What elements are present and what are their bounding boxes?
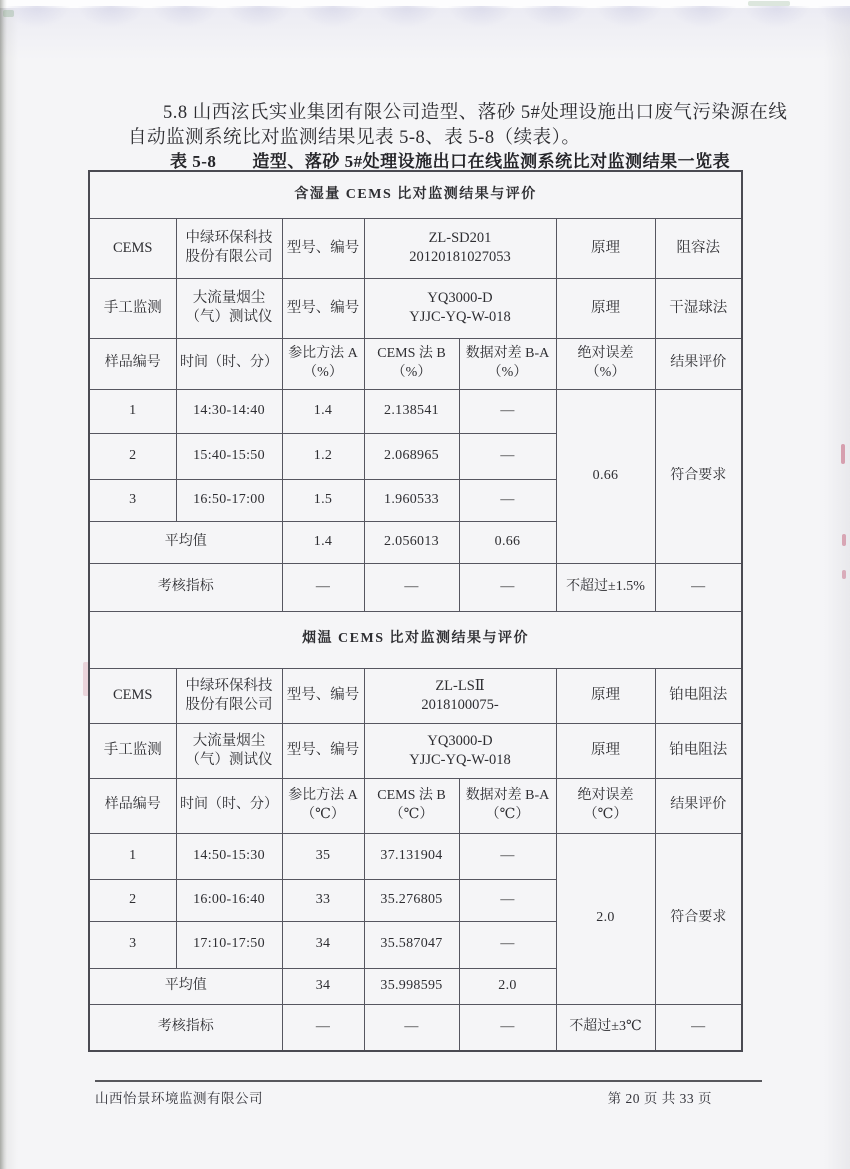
cell-manufacturer: 大流量烟尘 （气）测试仪 <box>176 723 282 778</box>
cell-criteria-ref: — <box>282 1004 364 1051</box>
col-header-abs-error: 绝对误差 （%） <box>556 338 655 389</box>
cell-ref-value: 35 <box>282 833 364 879</box>
cell-time: 14:30-14:40 <box>176 389 282 433</box>
cell-principle-value: 干湿球法 <box>655 278 742 338</box>
cell-average-cems: 2.056013 <box>364 521 459 563</box>
section-title-row <box>89 611 742 668</box>
col-header-sample-no: 样品编号 <box>89 338 176 389</box>
cell-model-value: YQ3000-D YJJC-YQ-W-018 <box>364 723 556 778</box>
column-header-row <box>89 338 742 389</box>
page-footer <box>95 1087 712 1107</box>
section-title-row <box>89 171 742 218</box>
col-header-diff: 数据对差 B-A （℃） <box>459 778 556 833</box>
cell-device-type: CEMS <box>89 668 176 723</box>
table-caption-number: 表 5-8 <box>170 152 217 171</box>
cell-principle-label: 原理 <box>556 278 655 338</box>
edge-mark-pink <box>842 534 846 546</box>
cell-sample-no: 2 <box>89 433 176 479</box>
cell-criteria-cems: — <box>364 563 459 611</box>
cell-principle-label: 原理 <box>556 723 655 778</box>
device-row-cems <box>89 218 742 278</box>
device-row-manual <box>89 723 742 778</box>
cell-criteria-result: — <box>655 563 742 611</box>
cell-time: 16:50-17:00 <box>176 479 282 521</box>
scan-edge-left <box>0 0 7 1169</box>
cell-time: 16:00-16:40 <box>176 879 282 921</box>
cell-time: 15:40-15:50 <box>176 433 282 479</box>
cell-principle-value: 铂电阻法 <box>655 668 742 723</box>
col-header-ref-method: 参比方法 A （%） <box>282 338 364 389</box>
cell-manufacturer: 中绿环保科技 股份有限公司 <box>176 668 282 723</box>
cell-average-diff: 2.0 <box>459 968 556 1004</box>
col-header-result: 结果评价 <box>655 338 742 389</box>
cell-model-label: 型号、编号 <box>282 668 364 723</box>
cell-time: 17:10-17:50 <box>176 921 282 968</box>
col-header-time: 时间（时、分） <box>176 338 282 389</box>
cell-criteria-result: — <box>655 1004 742 1051</box>
cell-average-label: 平均值 <box>89 521 282 563</box>
scan-scallop-artifact <box>0 6 850 52</box>
edge-mark-green <box>3 10 14 17</box>
cell-sample-no: 3 <box>89 479 176 521</box>
cell-result-merged: 符合要求 <box>655 833 742 1004</box>
cell-device-type: CEMS <box>89 218 176 278</box>
col-header-diff: 数据对差 B-A （%） <box>459 338 556 389</box>
cell-sample-no: 1 <box>89 833 176 879</box>
cell-criteria-abs: 不超过±3℃ <box>556 1004 655 1051</box>
cell-criteria-abs: 不超过±1.5% <box>556 563 655 611</box>
cell-manufacturer: 大流量烟尘 （气）测试仪 <box>176 278 282 338</box>
cell-ref-value: 34 <box>282 921 364 968</box>
device-row-manual <box>89 278 742 338</box>
col-header-result: 结果评价 <box>655 778 742 833</box>
comparison-table-wrapper <box>88 170 743 1052</box>
col-header-abs-error: 绝对误差 （℃） <box>556 778 655 833</box>
cell-sample-no: 1 <box>89 389 176 433</box>
cell-diff-value: — <box>459 433 556 479</box>
cell-cems-value: 35.587047 <box>364 921 459 968</box>
data-row <box>89 389 742 433</box>
col-header-cems: CEMS 法 B （℃） <box>364 778 459 833</box>
cell-manufacturer: 中绿环保科技 股份有限公司 <box>176 218 282 278</box>
cell-device-type: 手工监测 <box>89 723 176 778</box>
cell-criteria-diff: — <box>459 563 556 611</box>
edge-mark-pink <box>841 444 845 464</box>
cell-abs-error-merged: 0.66 <box>556 389 655 563</box>
cell-principle-label: 原理 <box>556 668 655 723</box>
cell-model-value: YQ3000-D YJJC-YQ-W-018 <box>364 278 556 338</box>
section-title-temperature: 烟温 CEMS 比对监测结果与评价 <box>89 611 742 668</box>
cell-diff-value: — <box>459 921 556 968</box>
cell-model-label: 型号、编号 <box>282 723 364 778</box>
col-header-cems: CEMS 法 B （%） <box>364 338 459 389</box>
cell-cems-value: 35.276805 <box>364 879 459 921</box>
footer-page-number: 第 20 页 共 33 页 <box>607 1091 712 1106</box>
cell-abs-error-merged: 2.0 <box>556 833 655 1004</box>
cell-cems-value: 2.068965 <box>364 433 459 479</box>
cell-principle-value: 铂电阻法 <box>655 723 742 778</box>
col-header-sample-no: 样品编号 <box>89 778 176 833</box>
column-header-row <box>89 778 742 833</box>
footer-company-name: 山西怡景环境监测有限公司 <box>95 1091 263 1106</box>
cell-diff-value: — <box>459 833 556 879</box>
cell-principle-value: 阻容法 <box>655 218 742 278</box>
cell-average-cems: 35.998595 <box>364 968 459 1004</box>
cell-ref-value: 33 <box>282 879 364 921</box>
table-caption-title: 造型、落砂 5#处理设施出口在线监测系统比对监测结果一览表 <box>252 152 731 171</box>
cell-ref-value: 1.4 <box>282 389 364 433</box>
footer-rule <box>95 1080 762 1082</box>
cell-time: 14:50-15:30 <box>176 833 282 879</box>
cell-criteria-label: 考核指标 <box>89 1004 282 1051</box>
heading-line-1: 5.8 山西泫氏实业集团有限公司造型、落砂 5#处理设施出口废气污染源在线 <box>163 103 788 123</box>
cems-comparison-table <box>88 170 743 1052</box>
cell-criteria-cems: — <box>364 1004 459 1051</box>
cell-average-ref: 34 <box>282 968 364 1004</box>
cell-ref-value: 1.2 <box>282 433 364 479</box>
col-header-ref-method: 参比方法 A （℃） <box>282 778 364 833</box>
criteria-row <box>89 563 742 611</box>
cell-ref-value: 1.5 <box>282 479 364 521</box>
cell-average-label: 平均值 <box>89 968 282 1004</box>
cell-cems-value: 2.138541 <box>364 389 459 433</box>
cell-diff-value: — <box>459 879 556 921</box>
heading-line-2: 自动监测系统比对监测结果见表 5-8、表 5-8（续表）。 <box>128 128 581 148</box>
cell-criteria-label: 考核指标 <box>89 563 282 611</box>
edge-mark-pink <box>842 570 846 579</box>
section-title-humidity: 含湿量 CEMS 比对监测结果与评价 <box>89 171 742 218</box>
criteria-row <box>89 1004 742 1051</box>
cell-cems-value: 1.960533 <box>364 479 459 521</box>
data-row <box>89 833 742 879</box>
edge-mark-green <box>748 1 790 6</box>
cell-diff-value: — <box>459 479 556 521</box>
cell-result-merged: 符合要求 <box>655 389 742 563</box>
cell-criteria-ref: — <box>282 563 364 611</box>
cell-cems-value: 37.131904 <box>364 833 459 879</box>
cell-criteria-diff: — <box>459 1004 556 1051</box>
cell-diff-value: — <box>459 389 556 433</box>
cell-model-value: ZL-SD201 20120181027053 <box>364 218 556 278</box>
col-header-time: 时间（时、分） <box>176 778 282 833</box>
cell-sample-no: 3 <box>89 921 176 968</box>
cell-model-label: 型号、编号 <box>282 218 364 278</box>
device-row-cems <box>89 668 742 723</box>
cell-average-diff: 0.66 <box>459 521 556 563</box>
cell-principle-label: 原理 <box>556 218 655 278</box>
cell-sample-no: 2 <box>89 879 176 921</box>
cell-device-type: 手工监测 <box>89 278 176 338</box>
cell-model-value: ZL-LSⅡ 2018100075- <box>364 668 556 723</box>
cell-model-label: 型号、编号 <box>282 278 364 338</box>
table-caption <box>170 147 730 172</box>
cell-average-ref: 1.4 <box>282 521 364 563</box>
